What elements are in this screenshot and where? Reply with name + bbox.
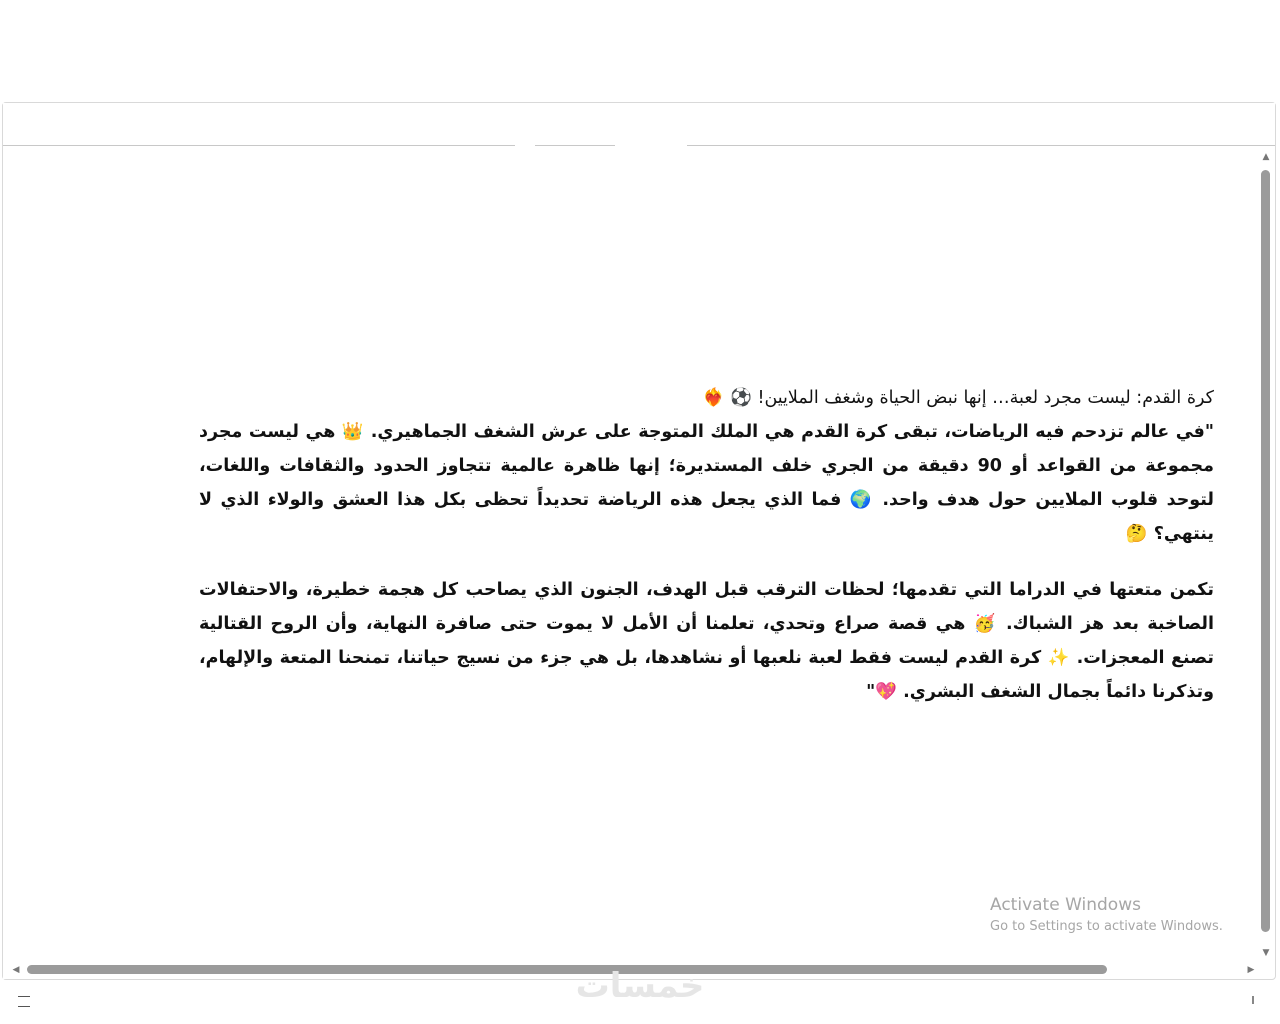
corner-mark <box>18 996 30 997</box>
vertical-scrollbar[interactable] <box>1257 146 1275 964</box>
paragraph-spacer <box>199 551 1214 573</box>
scroll-left-icon[interactable]: ◀ <box>12 965 20 975</box>
scroll-up-icon[interactable]: ▲ <box>1262 152 1270 162</box>
activate-windows-subtitle: Go to Settings to activate Windows. <box>990 919 1223 934</box>
vertical-scroll-thumb[interactable] <box>1261 170 1270 932</box>
document-window <box>2 102 1276 980</box>
article-paragraph-2: تكمن متعتها في الدراما التي تقدمها؛ لحظات الترقب قبل الهدف، الجنون الذي يصاحب كل هجمة خطيرة، والاحتفالات الصاخبة بعد هز الشباك. 🥳 هي قصة صراع وتحدي، تعلمنا أن الأمل لا يموت حتى صافرة النهاية، وأن الروح القتالية تصنع المعجزات. ✨ كرة القدم ليست فقط لعبة نلعبها أو نشاهدها، بل هي جزء من نسيج حياتنا، تمنحنا المتعة والإلهام، وتذكرنا دائماً بجمال الشغف البشري. 💖" <box>199 580 1214 702</box>
site-logo-watermark: خمسات <box>575 966 705 1006</box>
scroll-right-icon[interactable]: ▶ <box>1247 965 1255 975</box>
article-paragraph-1: "في عالم تزدحم فيه الرياضات، تبقى كرة القدم هي الملك المتوجة على عرش الشغف الجماهيري. 👑 هي ليست مجرد مجموعة من القواعد أو 90 دقيقة من الجري خلف المستديرة؛ إنها ظاهرة عالمية تتجاوز الحدود والثقافات واللغات، لتوحد قلوب الملايين حول هدف واحد. 🌍 فما الذي يجعل هذه الرياضة تحديداً تحظى بكل هذا العشق والولاء الذي لا ينتهي؟ 🤔 <box>199 422 1215 544</box>
corner-mark <box>18 1006 30 1007</box>
top-blank-area <box>0 0 1280 100</box>
scroll-down-icon[interactable]: ▼ <box>1262 948 1270 958</box>
activate-windows-watermark <box>990 895 1223 934</box>
corner-dot <box>1252 996 1254 1004</box>
article-body[interactable] <box>199 381 1214 709</box>
activate-windows-title: Activate Windows <box>990 895 1141 915</box>
article-title: كرة القدم: ليست مجرد لعبة… إنها نبض الحياة وشغف الملايين! ⚽ ❤️‍🔥 <box>702 388 1214 408</box>
document-header <box>3 103 1275 145</box>
document-content[interactable] <box>3 146 1258 964</box>
